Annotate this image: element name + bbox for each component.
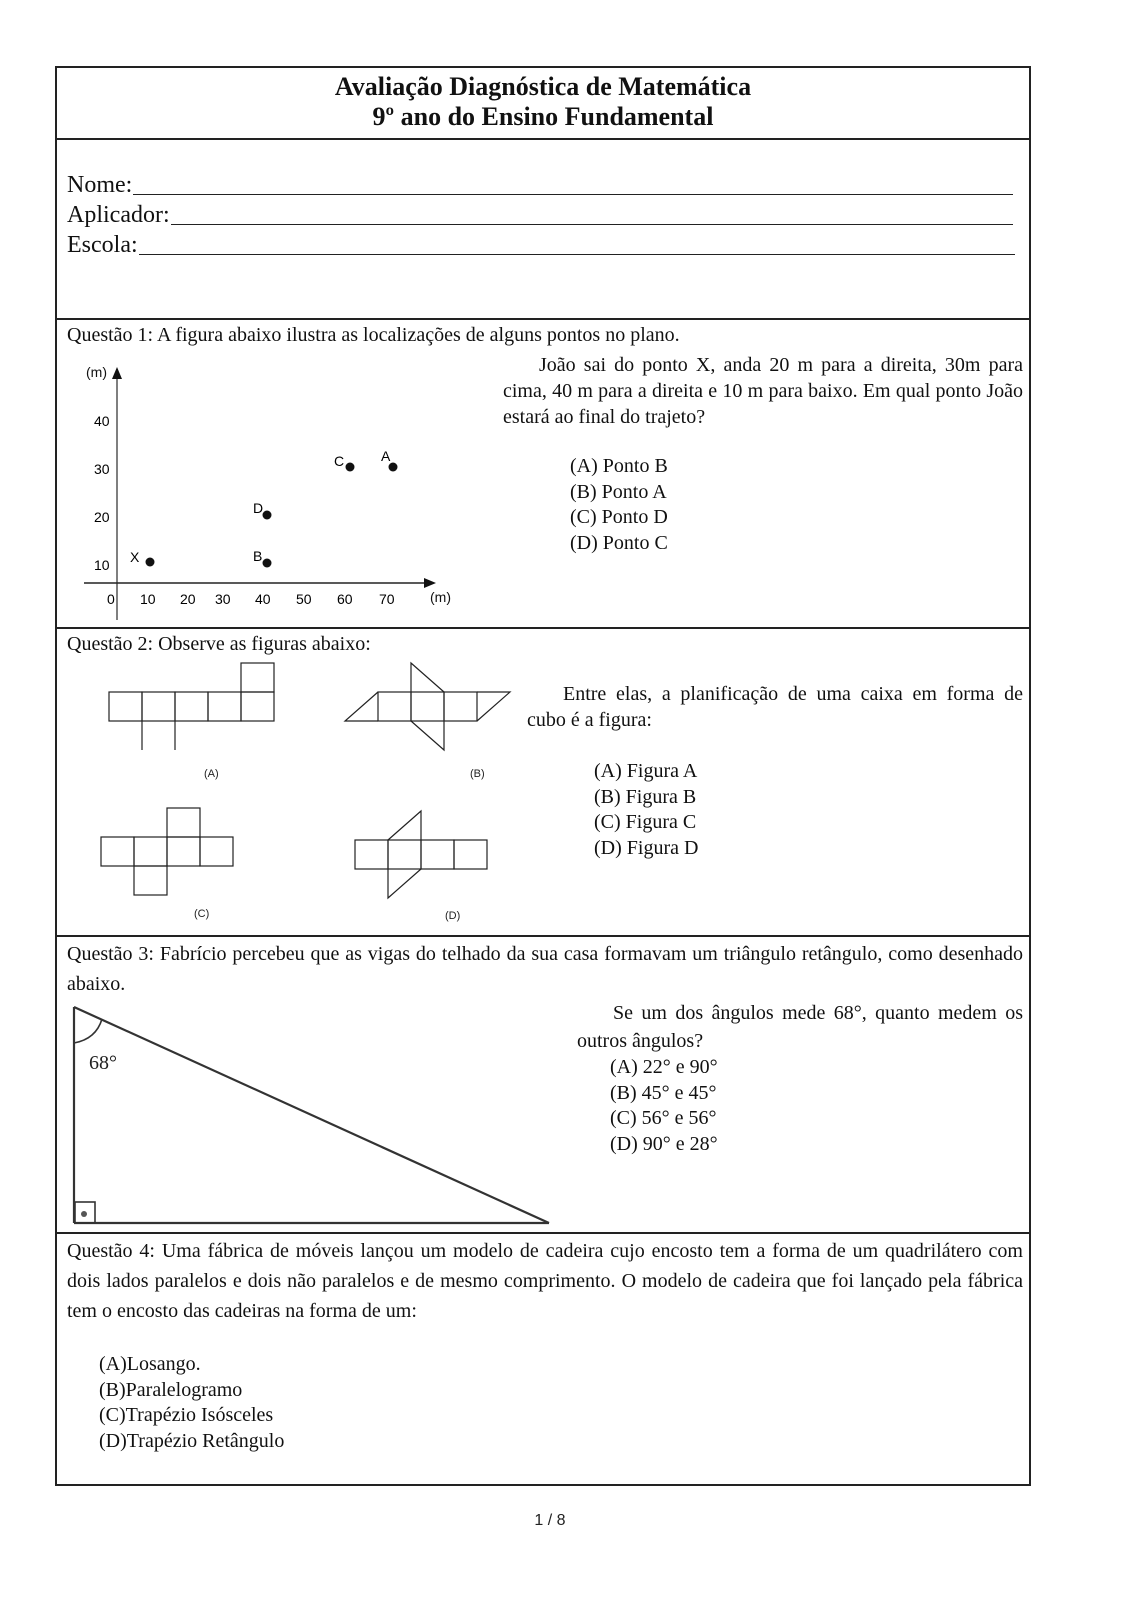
question-2-prompt: Entre elas, a planificação de uma caixa em forma de cubo é a figura: (527, 683, 1023, 731)
svg-text:A: A (381, 448, 391, 464)
q1-option-b[interactable]: (B) Ponto A (570, 480, 667, 503)
exam-page (55, 66, 1031, 1486)
name-field[interactable] (67, 172, 1013, 199)
q2-option-a[interactable]: (A) Figura A (594, 760, 698, 782)
right-triangle-figure (69, 1003, 559, 1233)
svg-text:C: C (334, 453, 345, 469)
net-figure-a (109, 663, 274, 750)
exam-header (57, 68, 1029, 138)
q1-option-c[interactable]: (C) Ponto D (570, 506, 668, 528)
cube-nets-figure (87, 659, 517, 922)
question-1-prompt: João sai do ponto X, anda 20 m para a direita, 30m para cima, 40 m para a direita e 10 m para baixo. Em qual ponto João estará ao final do trajeto? (503, 354, 1023, 428)
school-input-line[interactable] (139, 253, 1015, 255)
q4-option-b[interactable]: (B)Paralelogramo (99, 1378, 243, 1401)
q3-option-a[interactable]: (A) 22° e 90° (610, 1056, 718, 1078)
svg-text:30: 30 (94, 461, 110, 477)
svg-text:50: 50 (296, 591, 312, 607)
question-3-intro: Questão 3: Fabrício percebeu que as vigas do telhado da sua casa formavam um triângulo retângulo, como desenhado abaixo. (67, 943, 1023, 995)
net-figure-d (355, 811, 487, 898)
svg-text:20: 20 (94, 509, 110, 525)
svg-text:10: 10 (94, 557, 110, 573)
question-1 (57, 318, 1029, 629)
exam-subtitle: 9º ano do Ensino Fundamental (372, 102, 714, 131)
q3-option-b[interactable]: (B) 45° e 45° (610, 1081, 717, 1104)
svg-text:0: 0 (107, 591, 115, 607)
question-2-intro: Questão 2: Observe as figuras abaixo: (67, 633, 371, 655)
point-d (253, 500, 272, 520)
q2-option-d[interactable]: (D) Figura D (594, 836, 699, 859)
question-3 (57, 935, 1029, 1234)
svg-text:60: 60 (337, 591, 353, 607)
question-4-options (99, 1352, 284, 1454)
question-2 (57, 627, 1029, 937)
x-axis-unit: (m) (430, 589, 451, 605)
q3-option-c[interactable]: (C) 56° e 56° (610, 1107, 717, 1129)
svg-text:(C): (C) (194, 908, 210, 920)
page-indicator: 1 / 8 (534, 1512, 566, 1529)
question-3-prompt: Se um dos ângulos mede 68°, quanto medem os outros ângulos? (577, 1002, 1023, 1052)
question-2-options (594, 759, 698, 861)
svg-text:70: 70 (379, 591, 395, 607)
question-3-options (610, 1055, 718, 1157)
svg-text:(A): (A) (204, 768, 219, 780)
name-input-line[interactable] (133, 193, 1013, 195)
q2-option-c[interactable]: (C) Figura C (594, 811, 697, 833)
q2-option-b[interactable]: (B) Figura B (594, 785, 697, 808)
svg-text:D: D (253, 500, 264, 516)
q4-option-c[interactable]: (C)Trapézio Isósceles (99, 1404, 274, 1426)
coordinate-plane-figure (72, 355, 472, 620)
svg-text:20: 20 (180, 591, 196, 607)
point-c (334, 453, 355, 472)
exam-title: Avaliação Diagnóstica de Matemática (334, 72, 752, 101)
point-b (253, 548, 272, 568)
svg-text:B: B (253, 548, 263, 564)
svg-text:10: 10 (140, 591, 156, 607)
school-label: Escola: (67, 232, 138, 258)
question-1-intro: Questão 1: A figura abaixo ilustra as localizações de alguns pontos no plano. (67, 324, 680, 346)
svg-text:40: 40 (255, 591, 271, 607)
q4-option-a[interactable]: (A)Losango. (99, 1353, 201, 1375)
question-4 (57, 1232, 1029, 1486)
question-4-intro: Questão 4: Uma fábrica de móveis lançou um modelo de cadeira cujo encosto tem a forma de um quadrilátero com dois lados paralelos e dois não paralelos e de mesmo comprimento. O modelo de cadeira que foi lançado pela fábrica tem o encosto das cadeiras na forma de um: (67, 1240, 1023, 1322)
svg-text:(D): (D) (445, 910, 461, 922)
q1-option-a[interactable]: (A) Ponto B (570, 455, 668, 477)
applicator-input-line[interactable] (171, 223, 1013, 225)
question-1-options (570, 454, 668, 556)
applicator-label: Aplicador: (67, 202, 170, 228)
school-field[interactable] (67, 232, 1015, 259)
q3-option-d[interactable]: (D) 90° e 28° (610, 1132, 718, 1155)
point-a (381, 448, 398, 472)
q4-option-d[interactable]: (D)Trapézio Retângulo (99, 1429, 285, 1452)
y-axis-unit: (m) (86, 364, 107, 380)
point-x (130, 549, 155, 567)
svg-text:30: 30 (215, 591, 231, 607)
applicator-field[interactable] (67, 202, 1013, 229)
net-figure-c (101, 808, 233, 895)
name-label: Nome: (67, 172, 133, 198)
identification-section (57, 138, 1029, 320)
net-figure-b (345, 663, 510, 750)
svg-text:X: X (130, 549, 140, 565)
q1-option-d[interactable]: (D) Ponto C (570, 531, 668, 554)
angle-label: 68° (89, 1052, 117, 1074)
svg-text:(B): (B) (470, 768, 485, 780)
svg-text:40: 40 (94, 413, 110, 429)
